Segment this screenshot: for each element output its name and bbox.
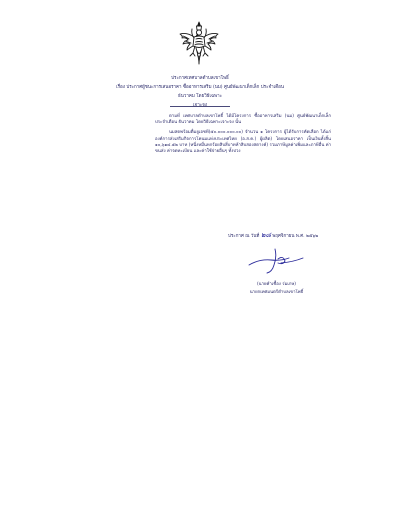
body-paragraph-intro: ตามที่ เทศบาลตำบลเขาโพธิ์ ได้มีโครงการ ซื้ออาหารเสริม (นม) ศูนย์พัฒนาเด็กเล็ก ประจำเดือน ธันวาคม โดยวิธีเฉพาะเจาะจง นั้น xyxy=(155,114,331,126)
date-suffix: พฤศจิกายน พ.ศ. ๒๕๖๒ xyxy=(272,234,319,239)
date-day-handwritten: ๒๘ xyxy=(260,231,271,239)
signatory-position: นายกเทศมนตรีตำบลเขาโพธิ์ xyxy=(249,290,304,295)
announcement-header xyxy=(20,74,380,110)
garuda-emblem xyxy=(177,20,221,68)
subject-line-continued: ธันวาคม โดยวิธีเฉพาะ xyxy=(177,94,223,99)
announcement-body xyxy=(155,114,331,159)
subject-line: เรื่อง ประกาศผู้ชนะการเสนอราคา ซื้ออาหารเสริม (นม) ศูนย์พัฒนาเด็กเล็ก ประจำเดือน xyxy=(116,85,284,90)
signatory-name: (นายคำเชื้อง ร่มเกษ) xyxy=(257,282,296,287)
subject-line-end: เจาะจง xyxy=(193,103,207,108)
date-prefix: ประกาศ ณ วันที่ xyxy=(228,234,260,239)
body-paragraph-winner: นมสดพร้อมดื่มยูเอชที(๕๐.๐๐๐.๐๐๐.๐๐) จำนวน ๑ โครงการ ผู้ได้รับการคัดเลือก ได้แก่ องค์การส่งเสริมกิจการโคนมแห่งประเทศไทย (อ.ส.ค.) ผู้ผลิต) โดยเสนอราคา เป็นเงินทั้งสิ้น ๑๐,๖๑๔.๕๒ บาท (หนึ่งหมื่นหกร้อยสิบสี่บาทห้าสิบสองสตางค์) รวมภาษีมูลค่าเพิ่มและภาษีอื่น ค่าขนส่ง ค่าจดทะเบียน และค่าใช้จ่ายอื่นๆ ทั้งปวง xyxy=(155,130,331,155)
announcement-date xyxy=(228,230,358,241)
header-divider xyxy=(170,106,230,107)
handwritten-signature xyxy=(237,245,317,275)
organization-title: ประกาศเทศบาลตำบลเขาโพธิ์ xyxy=(171,76,229,81)
